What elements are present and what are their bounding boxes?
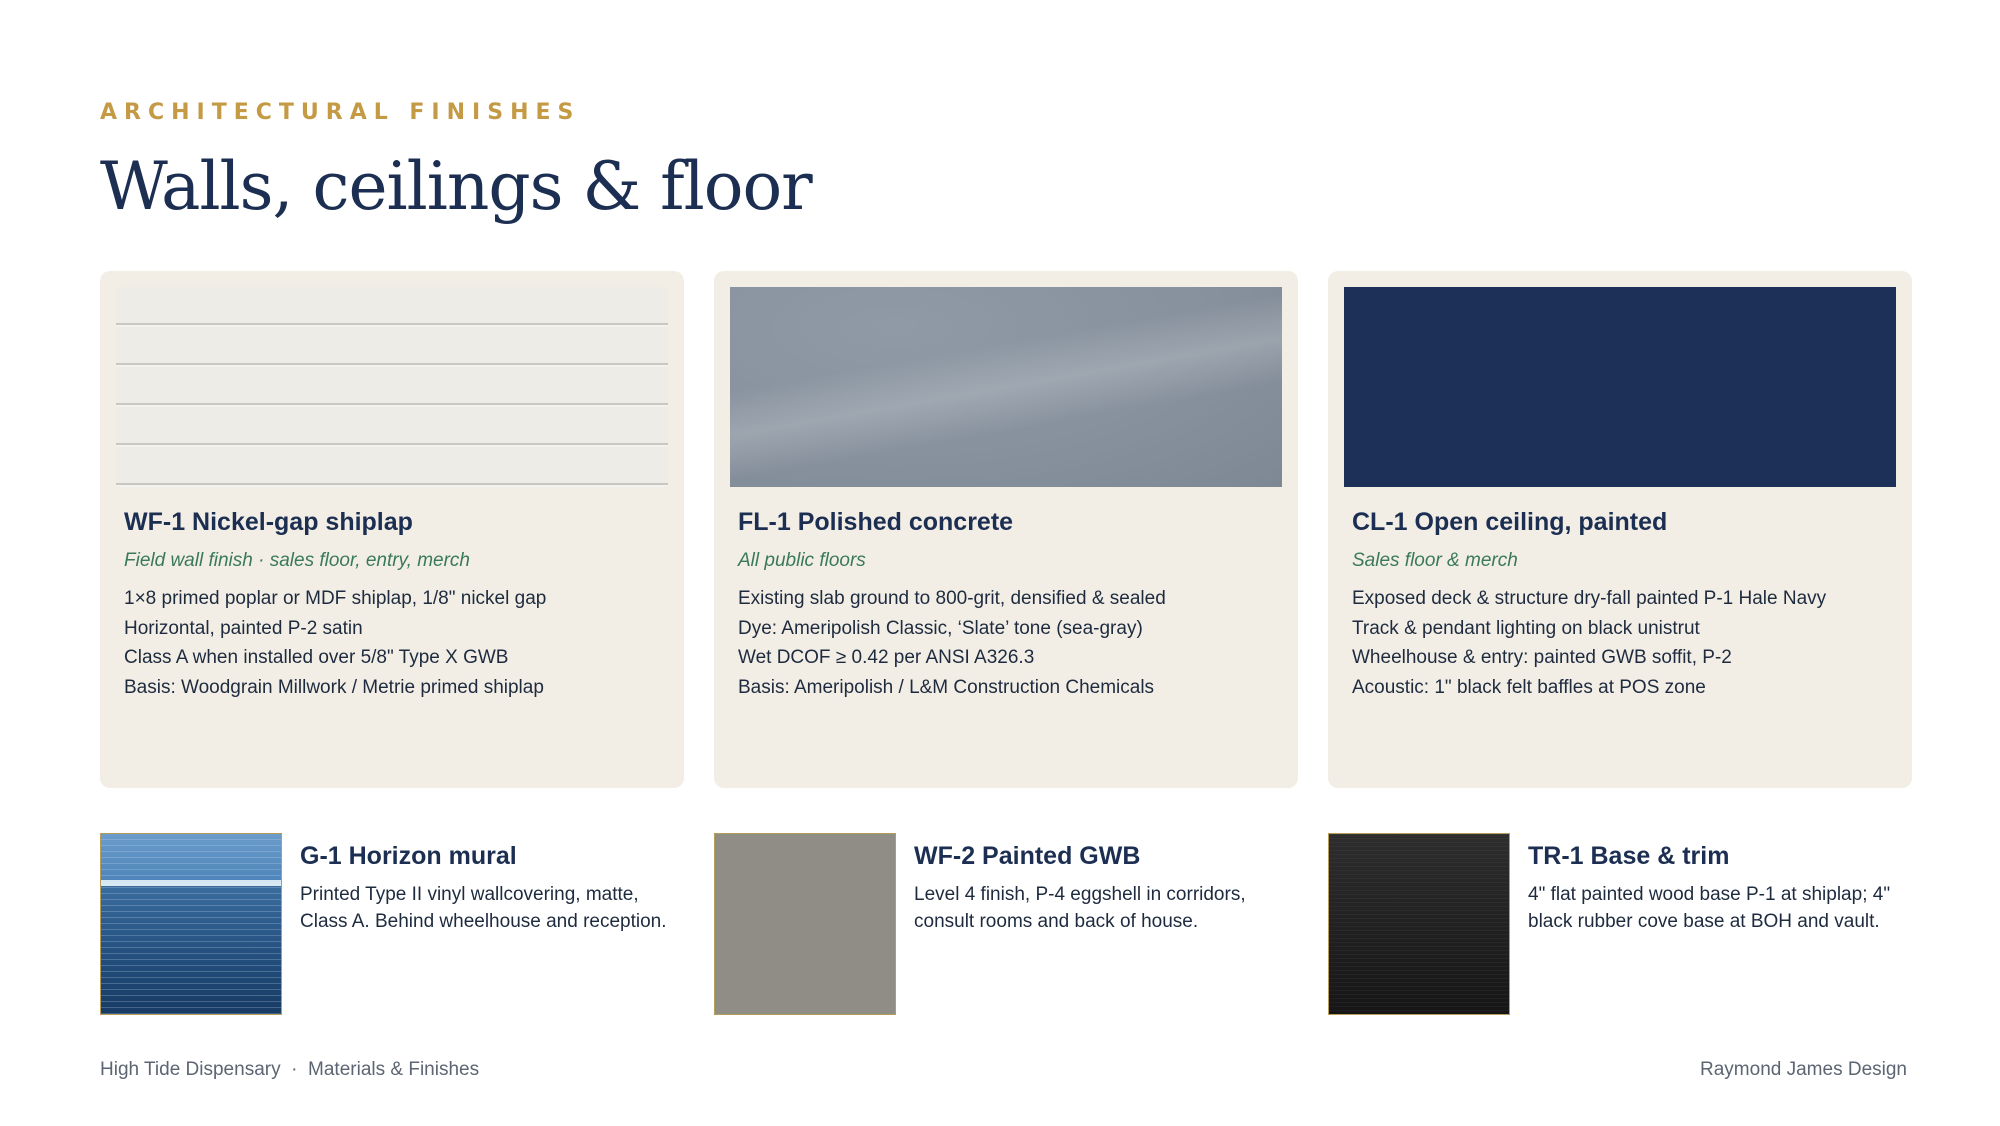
spec-line: 1×8 primed poplar or MDF shiplap, 1/8" nickel gap (124, 588, 547, 609)
finish-spec-list (738, 584, 1283, 702)
finish-item-wf-2 (714, 833, 1298, 1015)
finish-subtitle: All public floors (738, 550, 866, 571)
footer-firm-name: Raymond James Design (1700, 1059, 1907, 1080)
finish-code-name: CL-1 Open ceiling, painted (1352, 508, 1668, 536)
finish-spec-list (1352, 584, 1897, 702)
spec-line: Acoustic: 1" black felt baffles at POS zone (1352, 676, 1706, 698)
painted-gwb-thumbnail (714, 833, 896, 1015)
finish-spec-list (124, 584, 669, 702)
finish-description: Printed Type II vinyl wallcovering, matte, Class A. Behind wheelhouse and reception. (300, 884, 667, 932)
spec-line: Basis: Ameripolish / L&M Construction Chemicals (738, 676, 1155, 698)
spec-line: Wet DCOF ≥ 0.42 per ANSI A326.3 (738, 647, 1035, 668)
page-title: Walls, ceilings & floor (100, 148, 812, 225)
spec-line: Track & pendant lighting on black unistrut (1352, 617, 1700, 639)
spec-line: Horizontal, painted P-2 satin (124, 617, 363, 639)
spec-line: Class A when installed over 5/8" Type X GWB (124, 647, 509, 668)
spec-line: Wheelhouse & entry: painted GWB soffit, P-2 (1352, 647, 1732, 668)
finish-code-name: TR-1 Base & trim (1528, 842, 1730, 870)
spec-line: Existing slab ground to 800-grit, densified & sealed (738, 588, 1166, 609)
shiplap-swatch (116, 287, 668, 487)
finish-item-g-1 (100, 833, 684, 1015)
base-trim-thumbnail (1328, 833, 1510, 1015)
finish-code-name: G-1 Horizon mural (300, 842, 517, 870)
finish-code-name: WF-2 Painted GWB (914, 842, 1141, 870)
finish-item-tr-1 (1328, 833, 1912, 1015)
finish-subtitle: Sales floor & merch (1352, 550, 1518, 571)
navy-paint-swatch (1344, 287, 1896, 487)
finish-description: Level 4 finish, P-4 eggshell in corridors, consult rooms and back of house. (914, 884, 1246, 932)
polished-concrete-swatch (730, 287, 1282, 487)
spec-line: Dye: Ameripolish Classic, ‘Slate’ tone (sea-gray) (738, 617, 1143, 639)
finish-code-name: WF-1 Nickel-gap shiplap (124, 508, 413, 536)
spec-line: Basis: Woodgrain Millwork / Metrie primed shiplap (124, 676, 544, 698)
finish-description: 4" flat painted wood base P-1 at shiplap; 4" black rubber cove base at BOH and vault. (1528, 884, 1891, 932)
finish-card-wf-1 (100, 271, 684, 788)
finish-card-fl-1 (714, 271, 1298, 788)
section-eyebrow: ARCHITECTURAL FINISHES (100, 100, 581, 125)
footer-project-label: High Tide Dispensary · Materials & Finishes (100, 1059, 480, 1080)
spec-line: Exposed deck & structure dry-fall painted P-1 Hale Navy (1352, 588, 1827, 609)
finish-card-cl-1 (1328, 271, 1912, 788)
finish-subtitle: Field wall finish · sales floor, entry, merch (124, 550, 470, 571)
finish-code-name: FL-1 Polished concrete (738, 508, 1014, 536)
horizon-mural-thumbnail (100, 833, 282, 1015)
